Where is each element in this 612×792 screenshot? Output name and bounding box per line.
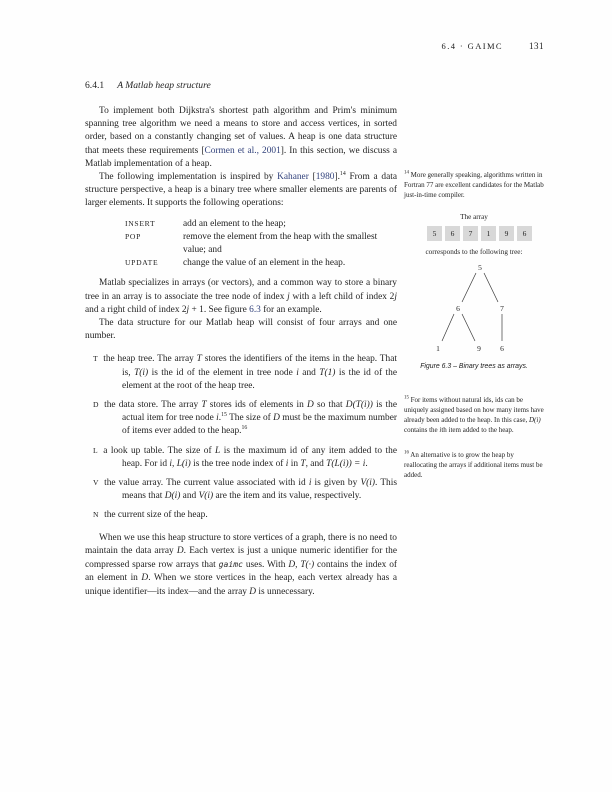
definition-label: N — [93, 510, 100, 520]
text-segment: The following implementation is inspired by — [99, 172, 278, 183]
paragraph-implementation — [85, 171, 397, 211]
section-number: 6.4.1 — [85, 80, 105, 91]
array-cell: 7 — [463, 226, 478, 241]
running-header — [442, 41, 544, 51]
operation-label: POP — [125, 231, 142, 241]
text-segment: V(i) — [360, 478, 376, 489]
text-segment: and a right child of index 2 — [85, 304, 187, 315]
definition-text — [104, 400, 397, 436]
figure-array-title: The array — [460, 213, 488, 221]
text-segment: An alternative is to grow the heap by reallocating the arrays if additional items must be added. — [404, 451, 543, 479]
footnote-text — [404, 171, 544, 199]
paragraph-intro — [85, 105, 397, 171]
page-number: 131 — [529, 41, 544, 51]
operation-insert — [125, 218, 397, 231]
text-segment: so that — [313, 400, 346, 411]
text-segment: T — [300, 458, 306, 469]
text-segment: The size of — [226, 413, 274, 424]
definition-label: L — [93, 445, 99, 455]
text-segment: . This means that — [122, 478, 397, 502]
text-segment: the heap tree. The array — [103, 354, 197, 365]
operation-label: UPDATE — [125, 258, 159, 268]
definition-text — [104, 510, 208, 520]
text-segment: ]. In this section, we discuss a Matlab implementation of a heap. — [85, 145, 397, 169]
text-segment: L — [215, 445, 221, 456]
text-segment: must be the maximum number of items ever added to the heap. — [122, 413, 397, 437]
text-segment: To implement both Dijkstra's shortest path algorithm and Prim's minimum spanning tree algorithm we need a means to store and access vertices, in sorted order, based on a constantly changing set of values. A heap is one data structure that meets these requirements [ — [85, 106, 397, 156]
text-segment: i — [296, 367, 299, 378]
main-text-column — [85, 80, 397, 599]
text-segment: D — [273, 413, 280, 424]
citation-link[interactable]: 6.3 — [249, 304, 261, 315]
text-segment: 16 — [241, 425, 248, 432]
text-segment: i — [216, 413, 219, 424]
text-segment: D — [288, 560, 296, 571]
text-segment: . — [365, 458, 368, 469]
text-segment: add an element to the heap; — [183, 218, 286, 229]
text-segment: [ — [308, 172, 316, 183]
text-segment: in — [288, 458, 301, 469]
text-segment: D(i) — [164, 491, 181, 502]
text-segment: change the value of an element in the heap. — [183, 258, 346, 269]
definition-text — [103, 354, 397, 390]
text-segment: contains the index of an element in — [85, 560, 397, 584]
citation-link[interactable]: 1980 — [315, 172, 335, 183]
margin-note-15 — [404, 396, 544, 436]
text-segment: is the maximum id of any item added to the heap. For id — [122, 445, 397, 469]
text-segment: uses. With — [242, 560, 289, 571]
array-cell: 9 — [499, 226, 514, 241]
operation-description — [183, 231, 395, 257]
array-cell: 1 — [481, 226, 496, 241]
text-segment: i — [439, 425, 442, 434]
tree-edge — [442, 314, 454, 341]
citation-link[interactable]: Kahaner — [277, 172, 309, 183]
operation-pop — [125, 231, 397, 257]
text-segment: + 1. See figure — [189, 304, 250, 315]
text-segment: 15 — [221, 412, 227, 419]
text-segment: T — [201, 400, 207, 411]
operation-description — [183, 218, 395, 231]
text-segment: , — [295, 560, 301, 571]
text-segment: , and — [305, 458, 327, 469]
text-segment: When we use this heap structure to store vertices of a graph, there is no need to maintain the data array — [85, 532, 397, 556]
paragraph-array-storage — [85, 277, 397, 317]
text-segment: . Each vertex is just a unique numeric identifier for the compressed sparse row arrays that — [85, 545, 397, 571]
definition-heap-size — [85, 508, 397, 522]
operation-update — [125, 257, 397, 270]
definition-label: V — [93, 478, 100, 488]
array-cell: 5 — [427, 226, 442, 241]
text-segment: is the actual item for tree node — [122, 400, 397, 424]
text-segment: i — [169, 458, 172, 469]
definition-text — [104, 478, 397, 501]
section-heading — [85, 80, 397, 91]
text-segment: the value array. The current value associated with id — [104, 478, 309, 489]
text-segment: with a left child of index 2 — [289, 291, 395, 302]
text-segment: . When we store vertices in the heap, each vertex already has a unique identifier—its index—and the array — [85, 573, 397, 597]
text-segment: is the tree node index of — [190, 458, 286, 469]
tree-node-root: 5 — [478, 263, 482, 272]
text-segment: and — [180, 491, 199, 502]
text-segment: a look up table. The size of — [103, 445, 216, 456]
text-segment: stores the identifiers of the items in the heap. That is, — [122, 354, 397, 378]
text-segment: ]. — [334, 172, 340, 183]
text-segment: stores ids of elements in — [206, 400, 308, 411]
text-segment: i — [308, 478, 312, 489]
text-segment: D — [176, 545, 184, 556]
paragraph-structure-intro — [85, 317, 397, 343]
text-segment: D(T(i)) — [345, 400, 373, 411]
footnote-text — [404, 451, 543, 479]
text-segment: and — [298, 367, 320, 378]
figure-caption: Figure 6.3 – Binary trees as arrays. — [420, 363, 528, 370]
text-segment: Matlab specializes in arrays (or vectors), and a common way to store a binary tree in an array is to associate the tree node of index — [85, 278, 397, 302]
definition-value-array — [85, 476, 397, 503]
running-header-section: 6.4 · GAIMC — [441, 41, 503, 51]
definition-text — [103, 446, 397, 469]
text-segment: for an example. — [260, 304, 322, 315]
text-segment: i — [285, 458, 289, 469]
section-title: A Matlab heap structure — [117, 80, 211, 91]
definition-label: D — [93, 400, 100, 410]
tree-edge — [462, 273, 476, 302]
margin-note-14 — [404, 171, 544, 201]
text-segment: . — [218, 413, 222, 424]
array-cell: 6 — [445, 226, 460, 241]
footnote-marker: 14 — [404, 170, 409, 176]
text-segment: th item added to the heap. — [441, 425, 514, 434]
text-segment: L(i) — [176, 458, 191, 469]
text-segment: , — [172, 458, 177, 469]
tree-edge — [484, 273, 498, 302]
footnote-text — [404, 396, 544, 434]
binary-tree-diagram — [404, 258, 544, 358]
text-segment: D — [307, 400, 314, 411]
text-segment: More generally speaking, algorithms written in Fortran 77 are excellent candidates for the Matlab just-in-time compiler. — [404, 171, 544, 199]
text-segment: T(i) — [134, 367, 149, 378]
text-segment: D — [141, 573, 149, 584]
tree-node-leaf: 1 — [436, 344, 440, 353]
definition-label: T — [93, 354, 99, 364]
footnote-marker: 15 — [404, 395, 409, 401]
tree-node-leaf: 9 — [477, 344, 481, 353]
definition-lookup-table — [85, 444, 397, 471]
text-segment: gaimc — [218, 559, 243, 570]
figure-array-cells — [427, 226, 532, 241]
text-segment: j — [394, 291, 397, 302]
text-segment: For items without natural ids, ids can be uniquely assigned based on how many items have already been added to the heap. In this case, — [404, 396, 544, 424]
tree-node-right: 7 — [500, 304, 504, 313]
text-segment: T — [196, 354, 202, 365]
tree-edge — [462, 314, 475, 341]
text-segment: T(1) — [319, 367, 336, 378]
text-segment: is the id of the element at the root of the heap tree. — [122, 367, 397, 391]
text-segment: D(i) — [528, 415, 541, 424]
footnote-marker: 16 — [404, 450, 409, 456]
margin-note-16 — [404, 451, 544, 481]
text-segment: j — [186, 304, 190, 315]
text-segment: T(·) — [300, 560, 315, 571]
tree-node-leaf: 6 — [500, 344, 504, 353]
operations-list — [125, 218, 397, 271]
text-segment: V(i) — [198, 491, 214, 502]
text-segment: the data store. The array — [104, 400, 202, 411]
tree-node-left: 6 — [456, 304, 460, 313]
text-segment: the current size of the heap. — [104, 510, 208, 521]
text-segment: j — [287, 291, 290, 302]
definition-heap-tree — [85, 352, 397, 393]
text-segment: T(L(i)) = i — [326, 458, 366, 469]
text-segment: is unnecessary. — [256, 586, 315, 597]
operation-label: INSERT — [125, 218, 156, 228]
figure-tree-intro: corresponds to the following tree: — [425, 248, 523, 256]
definition-data-store — [85, 398, 397, 439]
operation-description — [183, 257, 395, 270]
array-definitions-list — [85, 352, 397, 522]
text-segment: contains the — [404, 425, 440, 434]
text-segment: The data structure for our Matlab heap will consist of four arrays and one number. — [85, 318, 397, 342]
margin-notes-column — [404, 170, 546, 690]
text-segment: 14 — [339, 170, 346, 177]
paragraph-conclusion — [85, 532, 397, 599]
text-segment: are the item and its value, respectively. — [213, 491, 362, 502]
text-segment: D — [249, 586, 257, 597]
text-segment: is the id of the element in tree node — [148, 367, 297, 378]
text-segment: From a data structure perspective, a heap is a binary tree where smaller elements are parents of larger elements. It supports the following operations: — [85, 172, 398, 209]
text-segment: is given by — [311, 478, 361, 489]
text-segment: remove the element from the heap with the smallest value; and — [183, 231, 378, 256]
citation-link[interactable]: Cormen et al., 2001 — [204, 145, 281, 156]
array-cell: 6 — [517, 226, 532, 241]
